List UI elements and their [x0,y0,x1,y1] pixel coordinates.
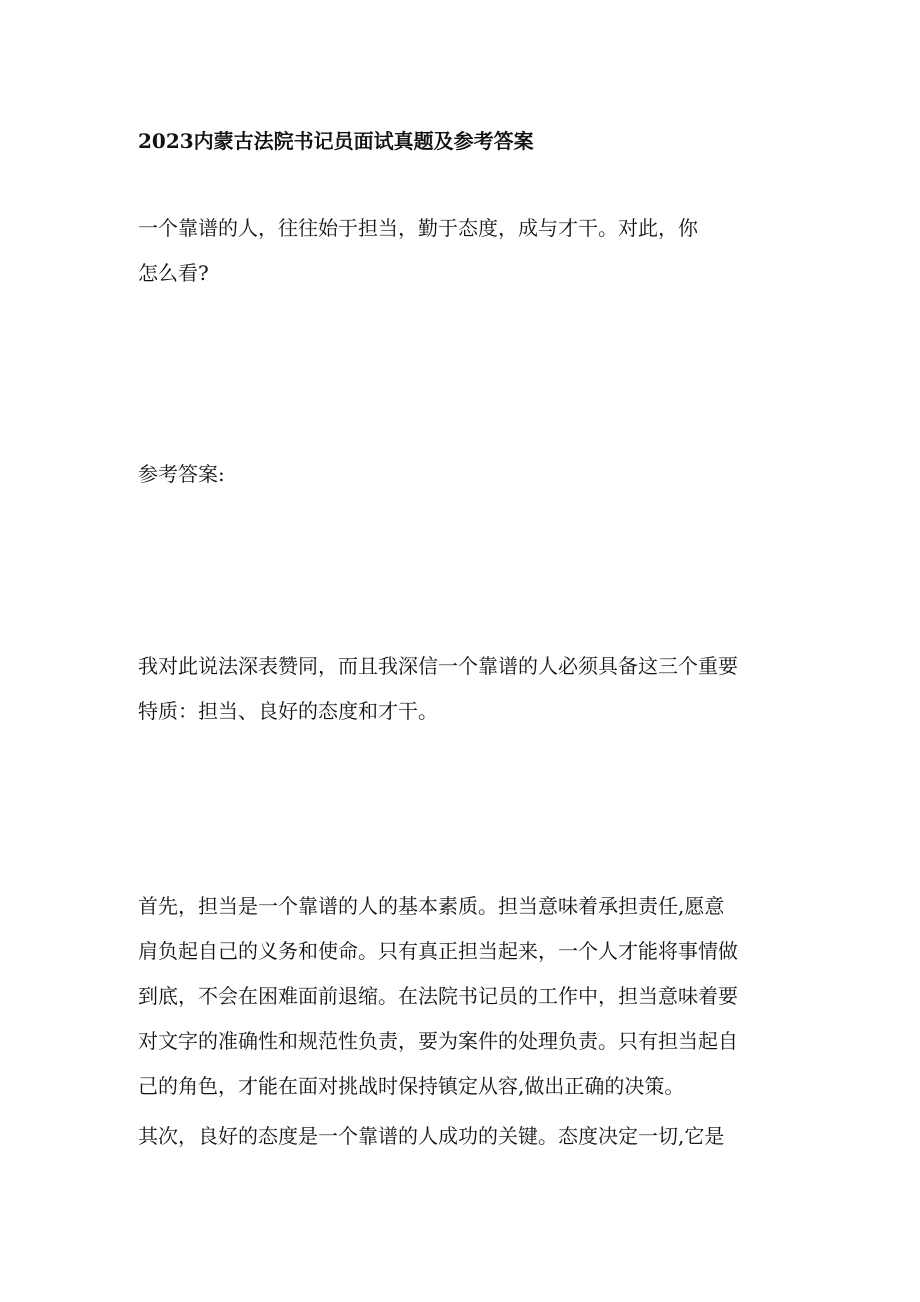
answer-label-text: 参考答案: [138,462,225,486]
question-line: 怎么看? [138,261,209,285]
question-line: 一个靠谱的人，往往始于担当，勤于态度，成与才干。对此，你 [138,216,698,240]
paragraph-1 [138,644,788,734]
paragraph-line: 肩负起自己的义务和使命。只有真正担当起来，一个人才能将事情做 [138,939,738,963]
paragraph-line: 首先，担当是一个靠谱的人的基本素质。担当意味着承担责任,愿意 [138,894,725,918]
paragraph-line: 特质：担当、良好的态度和才干。 [138,699,438,723]
document-title: 2023内蒙古法院书记员面试真题及参考答案 [138,129,534,153]
paragraph-line: 到底，不会在困难面前退缩。在法院书记员的工作中，担当意味着要 [138,984,738,1008]
paragraph-3 [138,1114,788,1159]
paragraph-line: 我对此说法深表赞同，而且我深信一个靠谱的人必须具备这三个重要 [138,654,738,678]
paragraph-2 [138,884,788,1109]
paragraph-line: 对文字的准确性和规范性负责，要为案件的处理负责。只有担当起自 [138,1029,738,1053]
answer-label [138,452,788,497]
paragraph-line: 己的角色，才能在面对挑战时保持镇定从容,做出正确的决策。 [138,1074,685,1098]
paragraph-line: 其次，良好的态度是一个靠谱的人成功的关键。态度决定一切,它是 [138,1124,725,1148]
question-text [138,206,788,296]
